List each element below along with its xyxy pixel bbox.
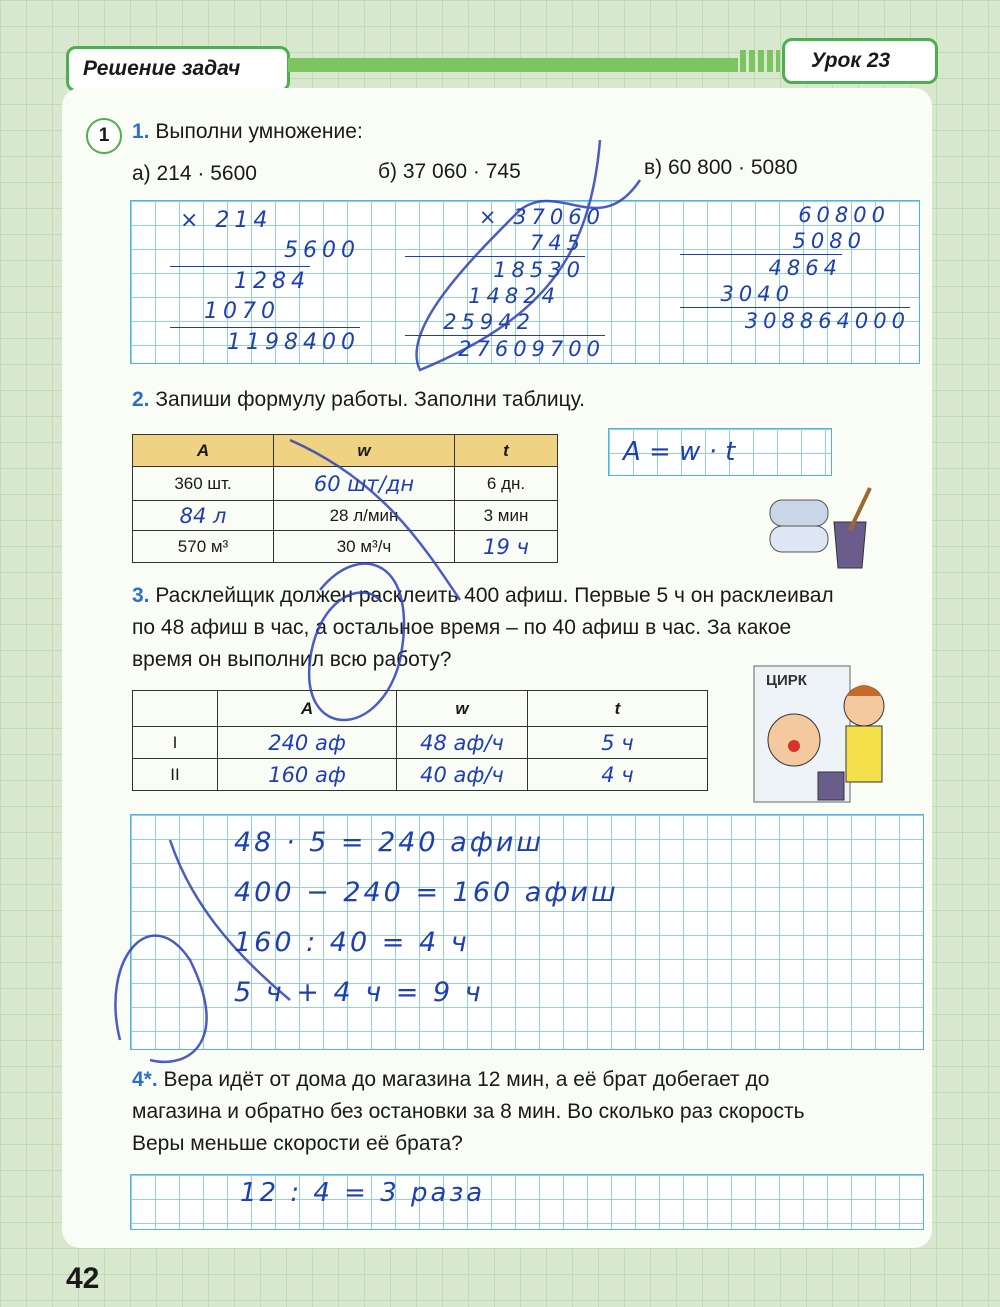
task1-work-b [405,204,605,362]
task2-text: Запиши формулу работы. Заполни таблицу. [155,388,585,411]
hw-b-line-1: × 37060 [478,205,605,229]
task2-table [132,434,558,563]
header-stripes [740,50,780,72]
task3-cell-hw: 48 аф/ч [397,727,528,759]
task3-head-w: w [397,691,528,727]
formula-box [608,428,832,476]
task1-work-a [170,206,360,358]
hw-b-line-4: 14824 [468,284,560,308]
task1-work-c [680,202,910,334]
task1-b: б) 37 060 · 745 [378,160,521,183]
task1-text: Выполни умножение: [155,120,363,143]
page-marker: 1 [86,118,122,154]
hw-c-line-1: 60800 [798,203,890,227]
task3-line-1: 3. Расклейщик должен расклеить 400 афиш. Первые 5 ч он расклеивал [132,584,834,607]
task1-c: в) 60 800 · 5080 [644,156,798,179]
page-number: 42 [66,1262,100,1295]
hw-a-line-3: 1284 [170,266,310,297]
task4-line-1: 4*. Вера идёт от дома до магазина 12 мин, а её брат добегает до [132,1068,770,1091]
task3-solution [234,818,619,1018]
task4-line-2: магазина и обратно без остановки за 8 мин. Во сколько раз скорость [132,1100,805,1123]
lesson-badge [782,38,938,84]
task3-table [132,690,708,791]
hw-a-line-1: × 214 [180,208,273,233]
task2-number: 2. [132,388,150,411]
task2-cell: 3 мин [455,501,558,531]
task2-cell: 30 м³/ч [274,531,455,563]
formula-text: A = w · t [623,437,736,467]
section-title: Решение задач [83,57,241,80]
task3-cell-hw: 240 аф [218,727,397,759]
hw-a-line-4: 1070 [204,299,280,324]
paint-bucket-icon [762,482,880,572]
task2-head-a: A [133,435,274,467]
task4-text [132,1064,926,1160]
hw-c-line-2: 5080 [792,229,866,253]
hw-c-line-3: 4864 [680,254,842,281]
task3-head-blank [133,691,218,727]
task3-row-label: II [133,759,218,791]
task3-cell-hw: 5 ч [528,727,708,759]
hw-b-line-6: 27609700 [405,335,605,362]
hw-a-line-5: 1198400 [170,327,360,358]
task3-row-label: I [133,727,218,759]
task2-cell: 28 л/мин [274,501,455,531]
lesson-title: Урок 23 [811,49,891,72]
task2-cell: 6 дн. [455,467,558,501]
task2-cell-hw: 60 шт/дн [274,467,455,501]
section-title-badge [66,46,290,92]
task3-line-2: по 48 афиш в час, а остальное время – по 40 афиш в час. За какое [132,616,792,639]
hw-b-line-2: 745 [529,231,585,255]
hw-b-line-5: 25942 [443,310,535,334]
task3-head-a: A [218,691,397,727]
circus-sign: ЦИРК [766,672,807,689]
task2-heading [132,384,585,416]
task3-cell-hw: 160 аф [218,759,397,791]
task4-solution: 12 : 4 = 3 разa [240,1178,486,1208]
hw-a-line-2: 5600 [284,238,360,263]
hw-b-line-3: 18530 [405,256,585,283]
paint-bucket-picture [762,482,880,572]
solution-line-3: 160 : 40 = 4 ч [234,927,470,958]
task2-head-w: w [274,435,455,467]
solution-line-2: 400 − 240 = 160 афиш [234,877,619,908]
task1-a: а) 214 · 5600 [132,162,257,185]
task2-head-t: t [455,435,558,467]
hw-c-line-5: 308864000 [680,307,910,334]
task3-cell-hw: 4 ч [528,759,708,791]
circus-picture [748,656,898,806]
task4-line-3: Веры меньше скорости её брата? [132,1132,463,1155]
hw-c-line-4: 3040 [720,282,794,306]
task2-cell-hw: 19 ч [455,531,558,563]
header-bar [288,58,738,72]
task1-number: 1. [132,120,150,143]
task2-cell-hw: 84 л [133,501,274,531]
task2-cell: 360 шт. [133,467,274,501]
task3-cell-hw: 40 аф/ч [397,759,528,791]
task3-number: 3. [132,584,150,607]
task3-head-t: t [528,691,708,727]
solution-line-4: 5 ч + 4 ч = 9 ч [234,977,484,1008]
task2-cell: 570 м³ [133,531,274,563]
task4-number: 4*. [132,1068,158,1091]
task3-line-3: время он выполнил всю работу? [132,648,452,671]
solution-line-1: 48 · 5 = 240 афиш [234,827,545,858]
task1-heading [132,116,363,148]
